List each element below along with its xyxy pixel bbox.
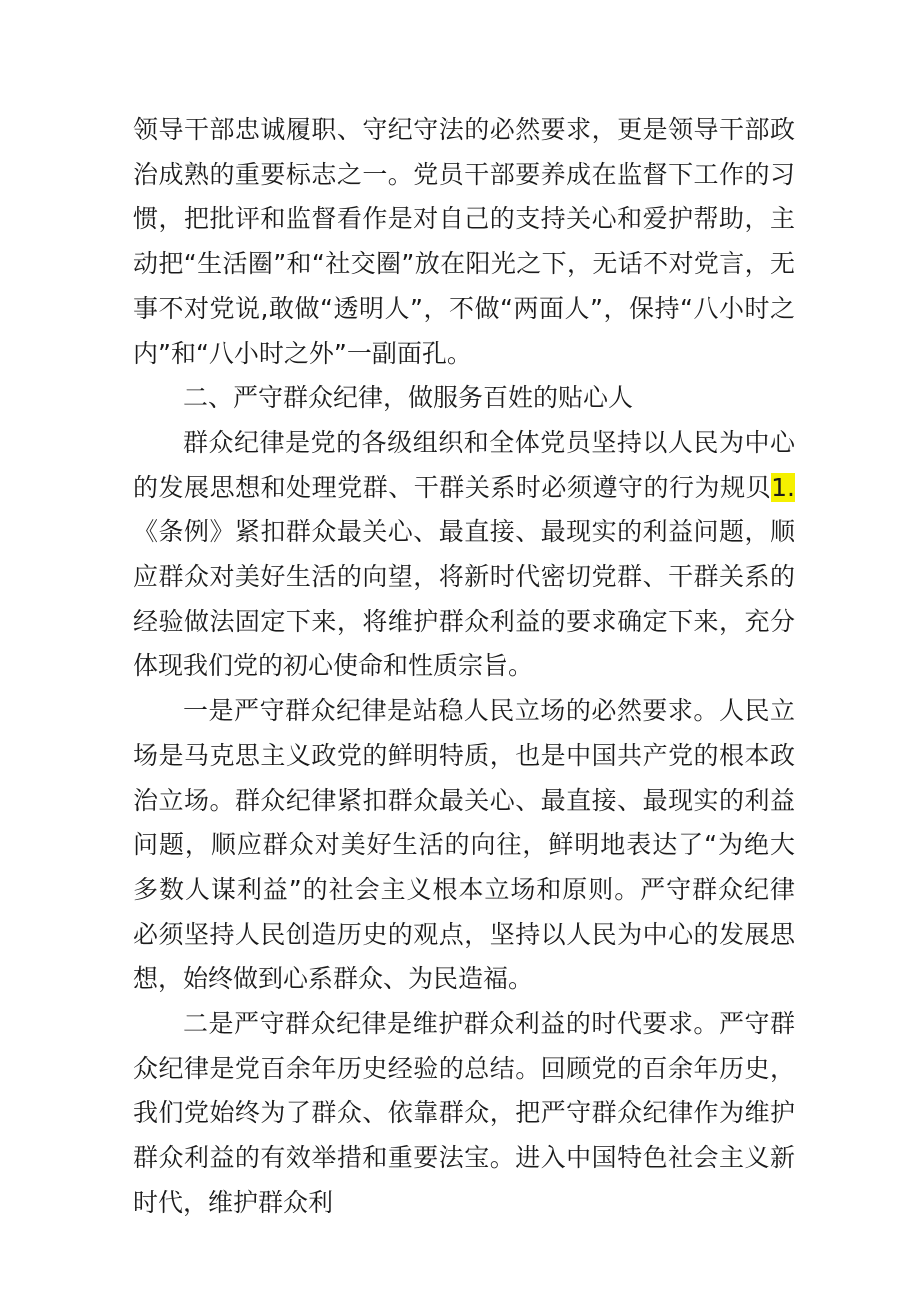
paragraph-text-before: 群众纪律是党的各级组织和全体党员坚持以人民为中心的发展思想和处理党群、干群关系时必须遵守的行为规贝 [133, 427, 795, 502]
paragraph-continued: 领导干部忠诚履职、守纪守法的必然要求，更是领导干部政治成熟的重要标志之一。党员干部要养成在监督下工作的习惯，把批评和监督看作是对自己的支持关心和爱护帮助，主动把“生活圈”和“社交圈”放在阳光之下，无话不对党言，无事不对党说,敢做“透明人”，不做“两面人”，保持“八小时之内”和“八小时之外”一副面孔。 [133, 115, 795, 368]
highlighted-text: 1. [771, 472, 795, 502]
section-heading: 二、严守群众纪律，做服务百姓的贴心人 [183, 383, 634, 413]
paragraph-text-after: 《条例》紧扣群众最关心、最直接、最现实的利益问题，顺应群众对美好生活的向望，将新时代密切党群、干群关系的经验做法固定下来，将维护群众利益的要求确定下来，充分体现我们党的初心使命和性质宗旨。 [133, 517, 795, 681]
paragraph-discipline-definition [133, 421, 795, 689]
paragraph-point-two: 二是严守群众纪律是维护群众利益的时代要求。严守群众纪律是党百余年历史经验的总结。回顾党的百余年历史，我们党始终为了群众、依靠群众，把严守群众纪律作为维护群众利益的有效举措和重要法宝。进入中国特色社会主义新时代，维护群众利 [133, 1009, 795, 1217]
document-body [133, 108, 795, 1226]
paragraph-point-one: 一是严守群众纪律是站稳人民立场的必然要求。人民立场是马克思主义政党的鲜明特质，也是中国共产党的根本政治立场。群众纪律紧扣群众最关心、最直接、最现实的利益问题，顺应群众对美好生活的向往，鲜明地表达了“为绝大多数人谋利益”的社会主义根本立场和原则。严守群众纪律必须坚持人民创造历史的观点，坚持以人民为中心的发展思想，始终做到心系群众、为民造福。 [133, 696, 795, 994]
